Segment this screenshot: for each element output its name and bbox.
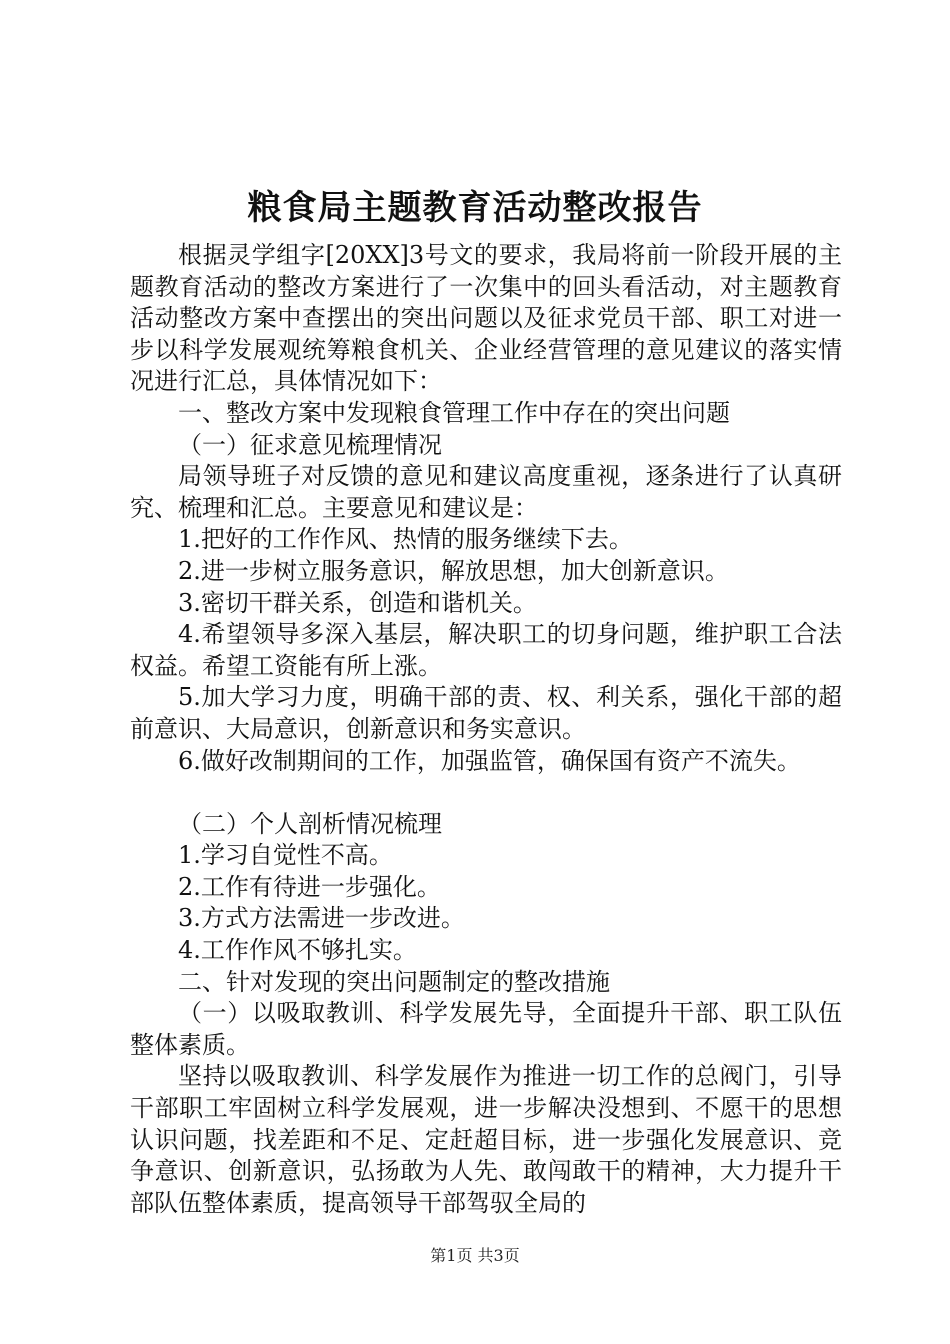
section-heading-2: 二、针对发现的突出问题制定的整改措施 <box>178 967 610 996</box>
subsection-heading-2-1: （一）以吸取教训、科学发展先导，全面提升干部、职工队伍整体素质。 <box>130 999 842 1059</box>
list-item: 3.密切干群关系，创造和谐机关。 <box>178 588 537 617</box>
intro-paragraph: 根据灵学组字[20XX]3号文的要求，我局将前一阶段开展的主题教育活动的整改方案进行了一次集中的回头看活动，对主题教育活动整改方案中查摆出的突出问题以及征求党员干部、职工对进一步以科学发展观统筹粮食机关、企业经营管理的意见建议的落实情况进行汇总，具体情况如下： <box>130 241 842 396</box>
list-item: 2.进一步树立服务意识，解放思想，加大创新意识。 <box>178 556 729 585</box>
paragraph-spacer <box>130 777 842 809</box>
body-paragraph: 局领导班子对反馈的意见和建议高度重视，逐条进行了认真研究、梳理和汇总。主要意见和建议是： <box>130 462 842 522</box>
subsection-heading-1-1: （一）征求意见梳理情况 <box>178 430 442 459</box>
subsection-heading-1-2: （二）个人剖析情况梳理 <box>178 809 442 838</box>
list-item: 1.把好的工作作风、热情的服务继续下去。 <box>178 525 633 554</box>
list-item: 4.工作作风不够扎实。 <box>178 936 417 965</box>
list-item: 5.加大学习力度，明确干部的责、权、利关系，强化干部的超前意识、大局意识，创新意识和务实意识。 <box>130 683 842 743</box>
page-footer: 第1页 共3页 <box>430 1246 520 1265</box>
list-item: 1.学习自觉性不高。 <box>178 841 393 870</box>
list-item: 6.做好改制期间的工作，加强监管，确保国有资产不流失。 <box>178 746 801 775</box>
section-heading-1: 一、整改方案中发现粮食管理工作中存在的突出问题 <box>178 398 730 427</box>
document-title: 粮食局主题教育活动整改报告 <box>247 188 703 228</box>
list-item: 3.方式方法需进一步改进。 <box>178 904 465 933</box>
list-item: 2.工作有待进一步强化。 <box>178 872 441 901</box>
document-body <box>130 240 842 1219</box>
body-paragraph: 坚持以吸取教训、科学发展作为推进一切工作的总阀门，引导干部职工牢固树立科学发展观，进一步解决没想到、不愿干的思想认识问题，找差距和不足、定赶超目标，进一步强化发展意识、竞争意识、创新意识，弘扬敢为人先、敢闯敢干的精神，大力提升干部队伍整体素质，提高领导干部驾驭全局的 <box>130 1062 842 1217</box>
list-item: 4.希望领导多深入基层，解决职工的切身问题，维护职工合法权益。希望工资能有所上涨。 <box>130 620 842 680</box>
